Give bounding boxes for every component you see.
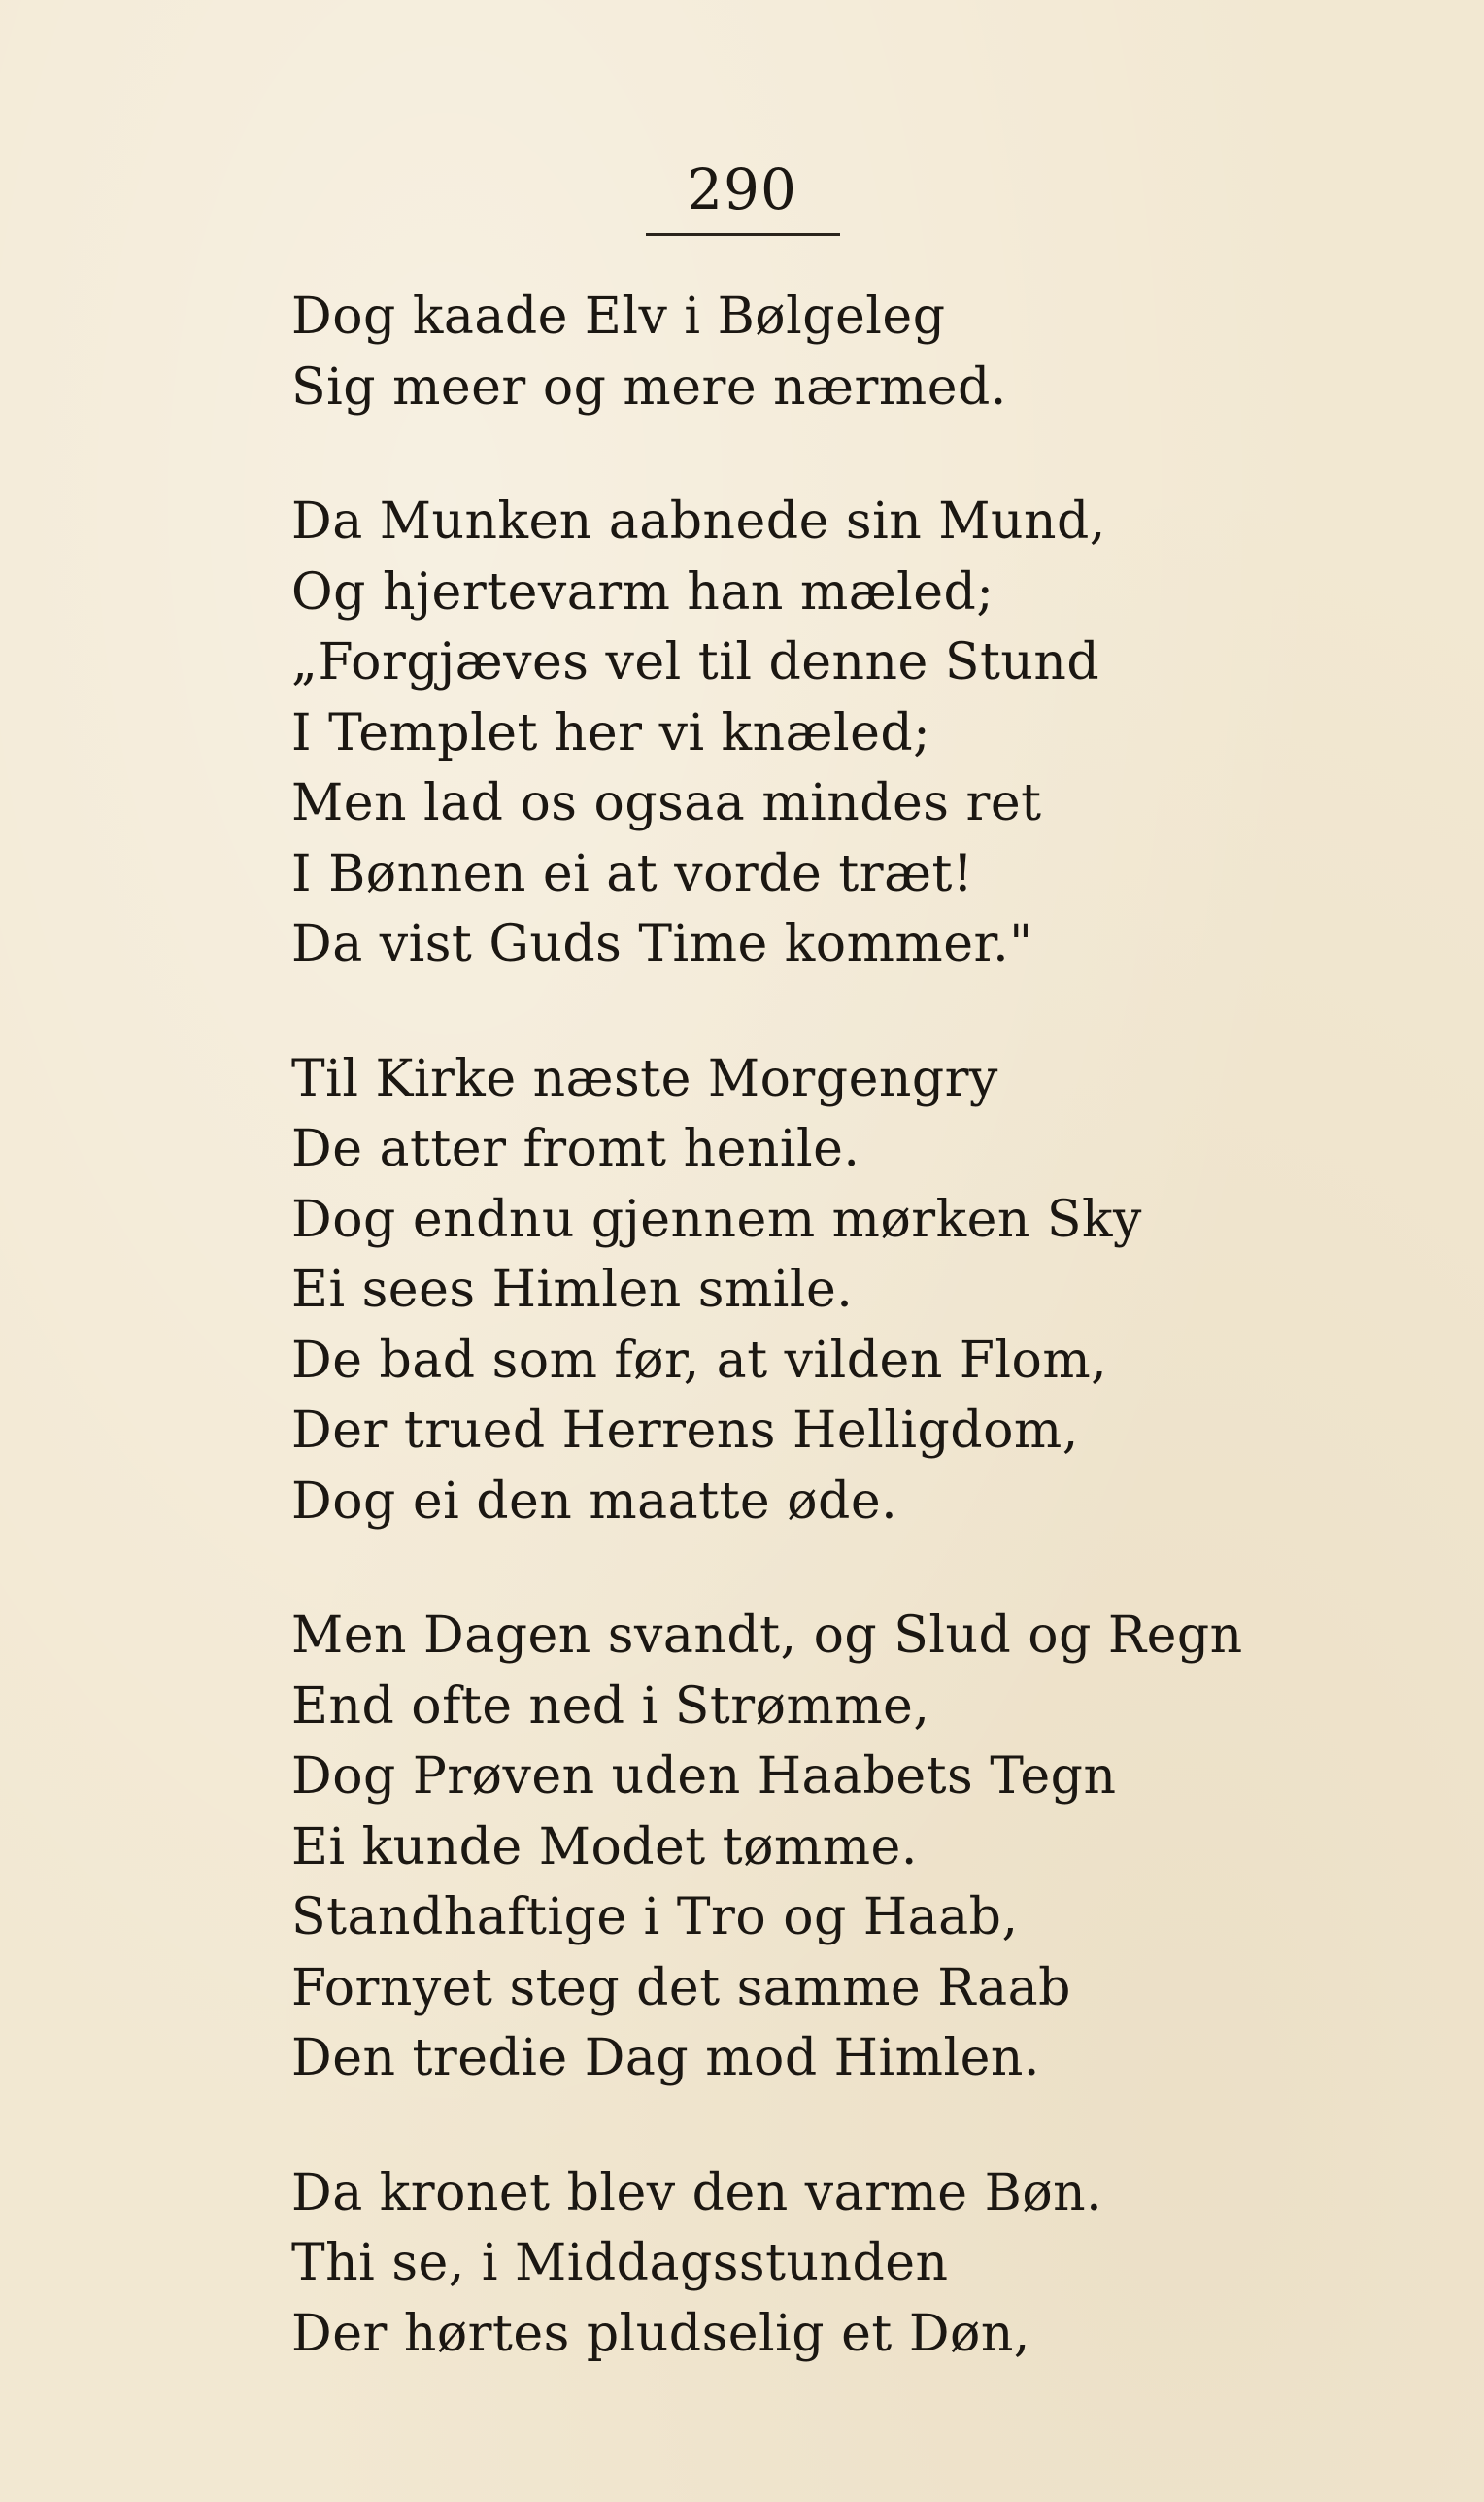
verse-line: Ei kunde Modet tømme.: [291, 1817, 918, 1876]
page-number: 290: [687, 156, 797, 222]
header-rule: [646, 233, 840, 236]
verse-line: I Templet her vi knæled;: [291, 703, 931, 762]
verse-line: Sig meer og mere nærmed.: [291, 357, 1007, 417]
verse-line: Ei sees Himlen smile.: [291, 1261, 854, 1319]
verse-line: Men Dagen svandt, og Slud og Regn: [291, 1606, 1243, 1665]
verse-line: Der hørtes pludselig et Døn,: [291, 2304, 1030, 2363]
verse-line: Da vist Guds Time kommer.": [291, 915, 1033, 973]
stanza: [291, 2158, 1418, 2370]
verse-line: I Bønnen ei at vorde træt!: [291, 844, 974, 903]
verse-line: „Forgjæves vel til denne Stund: [291, 633, 1100, 692]
verse-line: Dog endnu gjennem mørken Sky: [291, 1190, 1142, 1249]
verse-line: End ofte ned i Strømme,: [291, 1676, 930, 1736]
verse-line: Der trued Herrens Helligdom,: [291, 1402, 1079, 1460]
verse-line: Den tredie Dag mod Himlen.: [291, 2029, 1040, 2087]
verse-line: Men lad os ogsaa mindes ret: [291, 774, 1042, 832]
stanza: [291, 1044, 1418, 1538]
verse-line: Til Kirke næste Morgengry: [291, 1049, 998, 1108]
verse-line: Dog kaade Elv i Bølgeleg: [291, 287, 946, 346]
verse-line: Da kronet blev den varme Bøn.: [291, 2163, 1103, 2222]
stanza: [291, 282, 1418, 423]
verse-line: Fornyet steg det samme Raab: [291, 1958, 1071, 2017]
verse-line: De atter fromt henile.: [291, 1120, 860, 1178]
stanza: [291, 1601, 1418, 2094]
verse-line: Og hjertevarm han mæled;: [291, 562, 995, 622]
stanza: [291, 487, 1418, 980]
verse-line: Thi se, i Middagsstunden: [291, 2234, 949, 2292]
verse-line: Dog Prøven uden Haabets Tegn: [291, 1747, 1117, 1806]
verse-line: Dog ei den maatte øde.: [291, 1471, 898, 1531]
verse-line: Da Munken aabnede sin Mund,: [291, 492, 1106, 551]
verse-line: Standhaftige i Tro og Haab,: [291, 1888, 1019, 1946]
verse-line: De bad som før, at vilden Flom,: [291, 1331, 1108, 1390]
poem: [291, 282, 1418, 2433]
